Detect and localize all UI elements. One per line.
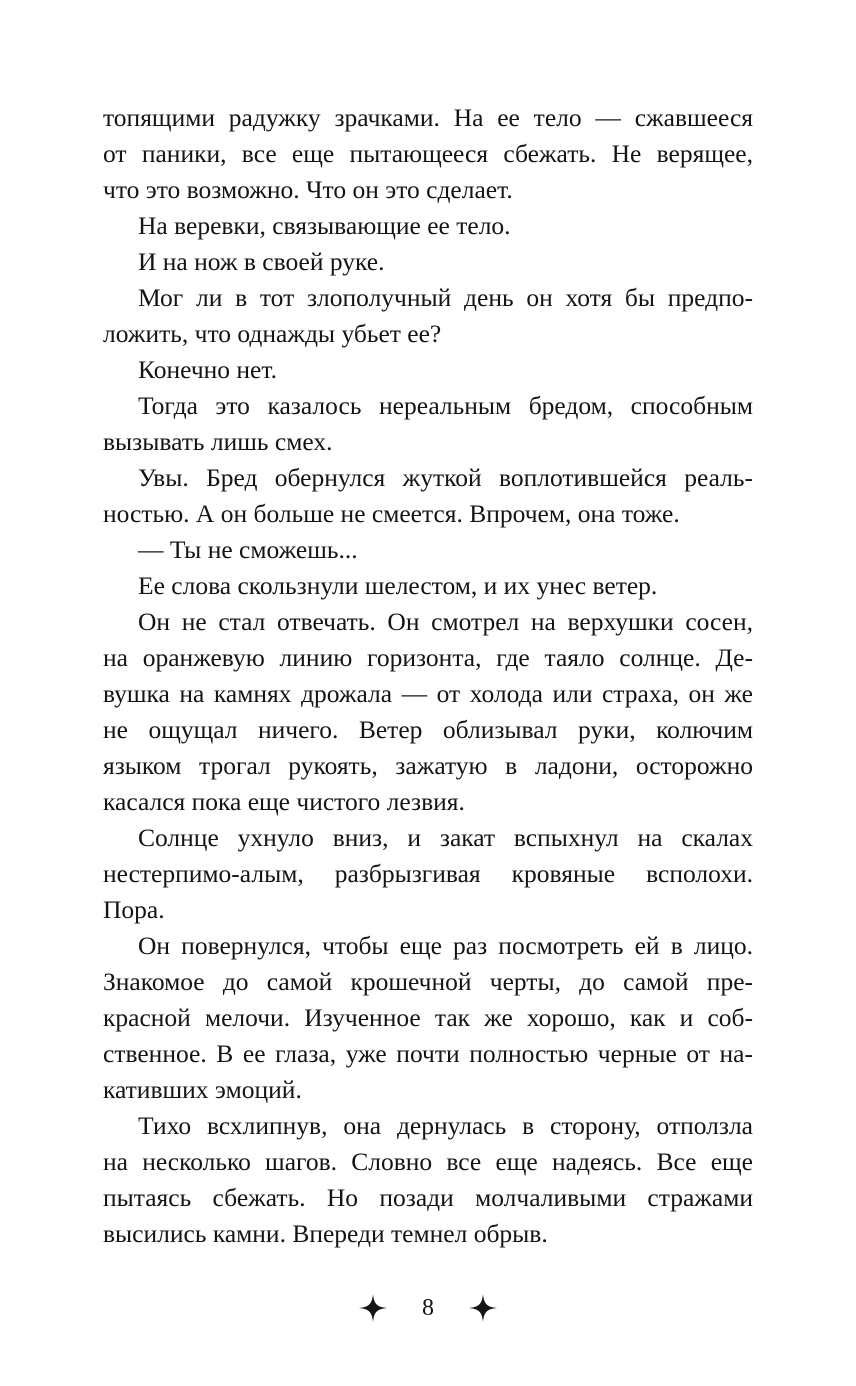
text-line: кативших эмоций. xyxy=(103,1075,302,1104)
text-line: ложить, что однажды убьет ее? xyxy=(103,319,442,348)
text-line: красной мелочи. Изученное так же хорошо, как и соб- xyxy=(103,1003,753,1032)
page-number: 8 xyxy=(422,1295,434,1321)
text-line: ственное. В ее глаза, уже почти полностью черные от на- xyxy=(103,1039,753,1068)
text-line: Знакомое до самой крошечной черты, до самой пре- xyxy=(103,967,753,996)
text-line: пытаясь сбежать. Но позади молчаливыми стражами xyxy=(103,1183,753,1212)
text-line: не ощущал ничего. Ветер облизывал руки, колючим xyxy=(103,715,753,744)
paragraph-start-line: Мог ли в тот злополучный день он хотя бы предпо- xyxy=(138,283,753,312)
paragraph-start-line: На веревки, связывающие ее тело. xyxy=(138,211,511,240)
text-line: на оранжевую линию горизонта, где таяло солнце. Де- xyxy=(103,643,753,672)
text-line: вызывать лишь смех. xyxy=(103,427,333,456)
four-point-star-icon xyxy=(468,1293,498,1323)
text-line: касался пока еще чистого лезвия. xyxy=(103,787,465,816)
paragraph-start-line: Тихо всхлипнув, она дернулась в сторону, отползла xyxy=(138,1111,753,1140)
text-line: от паники, все еще пытающееся сбежать. Не верящее, xyxy=(103,139,753,168)
paragraph-start-line: Тогда это казалось нереальным бредом, способным xyxy=(138,391,753,420)
dialogue-line: — Ты не сможешь... xyxy=(138,535,358,564)
paragraph-start-line: Конечно нет. xyxy=(138,355,277,384)
four-point-star-icon xyxy=(358,1293,388,1323)
paragraph-start-line: Солнце ухнуло вниз, и закат вспыхнул на скалах xyxy=(138,823,753,852)
paragraph-start-line: Он повернулся, чтобы еще раз посмотреть ей в лицо. xyxy=(138,931,753,960)
body-text xyxy=(103,100,753,1252)
paragraph-start-line: Увы. Бред обернулся жуткой воплотившейся реаль- xyxy=(138,463,753,492)
paragraph-start-line: Ее слова скользнули шелестом, и их унес ветер. xyxy=(138,571,658,600)
text-line: нестерпимо-алым, разбрызгивая кровяные всполохи. xyxy=(103,859,753,888)
paragraph-start-line: Он не стал отвечать. Он смотрел на верхушки сосен, xyxy=(138,607,753,636)
text-line: на несколько шагов. Словно все еще надеясь. Все еще xyxy=(103,1147,753,1176)
text-line: вушка на камнях дрожала — от холода или страха, он же xyxy=(103,679,753,708)
text-line: ностью. А он больше не смеется. Впрочем, она тоже. xyxy=(103,499,680,528)
text-line: высились камни. Впереди темнел обрыв. xyxy=(103,1219,548,1248)
text-line: языком трогал рукоять, зажатую в ладони, осторожно xyxy=(103,751,753,780)
text-line: что это возможно. Что он это сделает. xyxy=(103,175,513,204)
page-footer xyxy=(0,1288,856,1328)
text-line: Пора. xyxy=(103,895,165,924)
text-line: топящими радужку зрачками. На ее тело — сжавшееся xyxy=(103,103,753,132)
paragraph-start-line: И на нож в своей руке. xyxy=(138,247,385,276)
